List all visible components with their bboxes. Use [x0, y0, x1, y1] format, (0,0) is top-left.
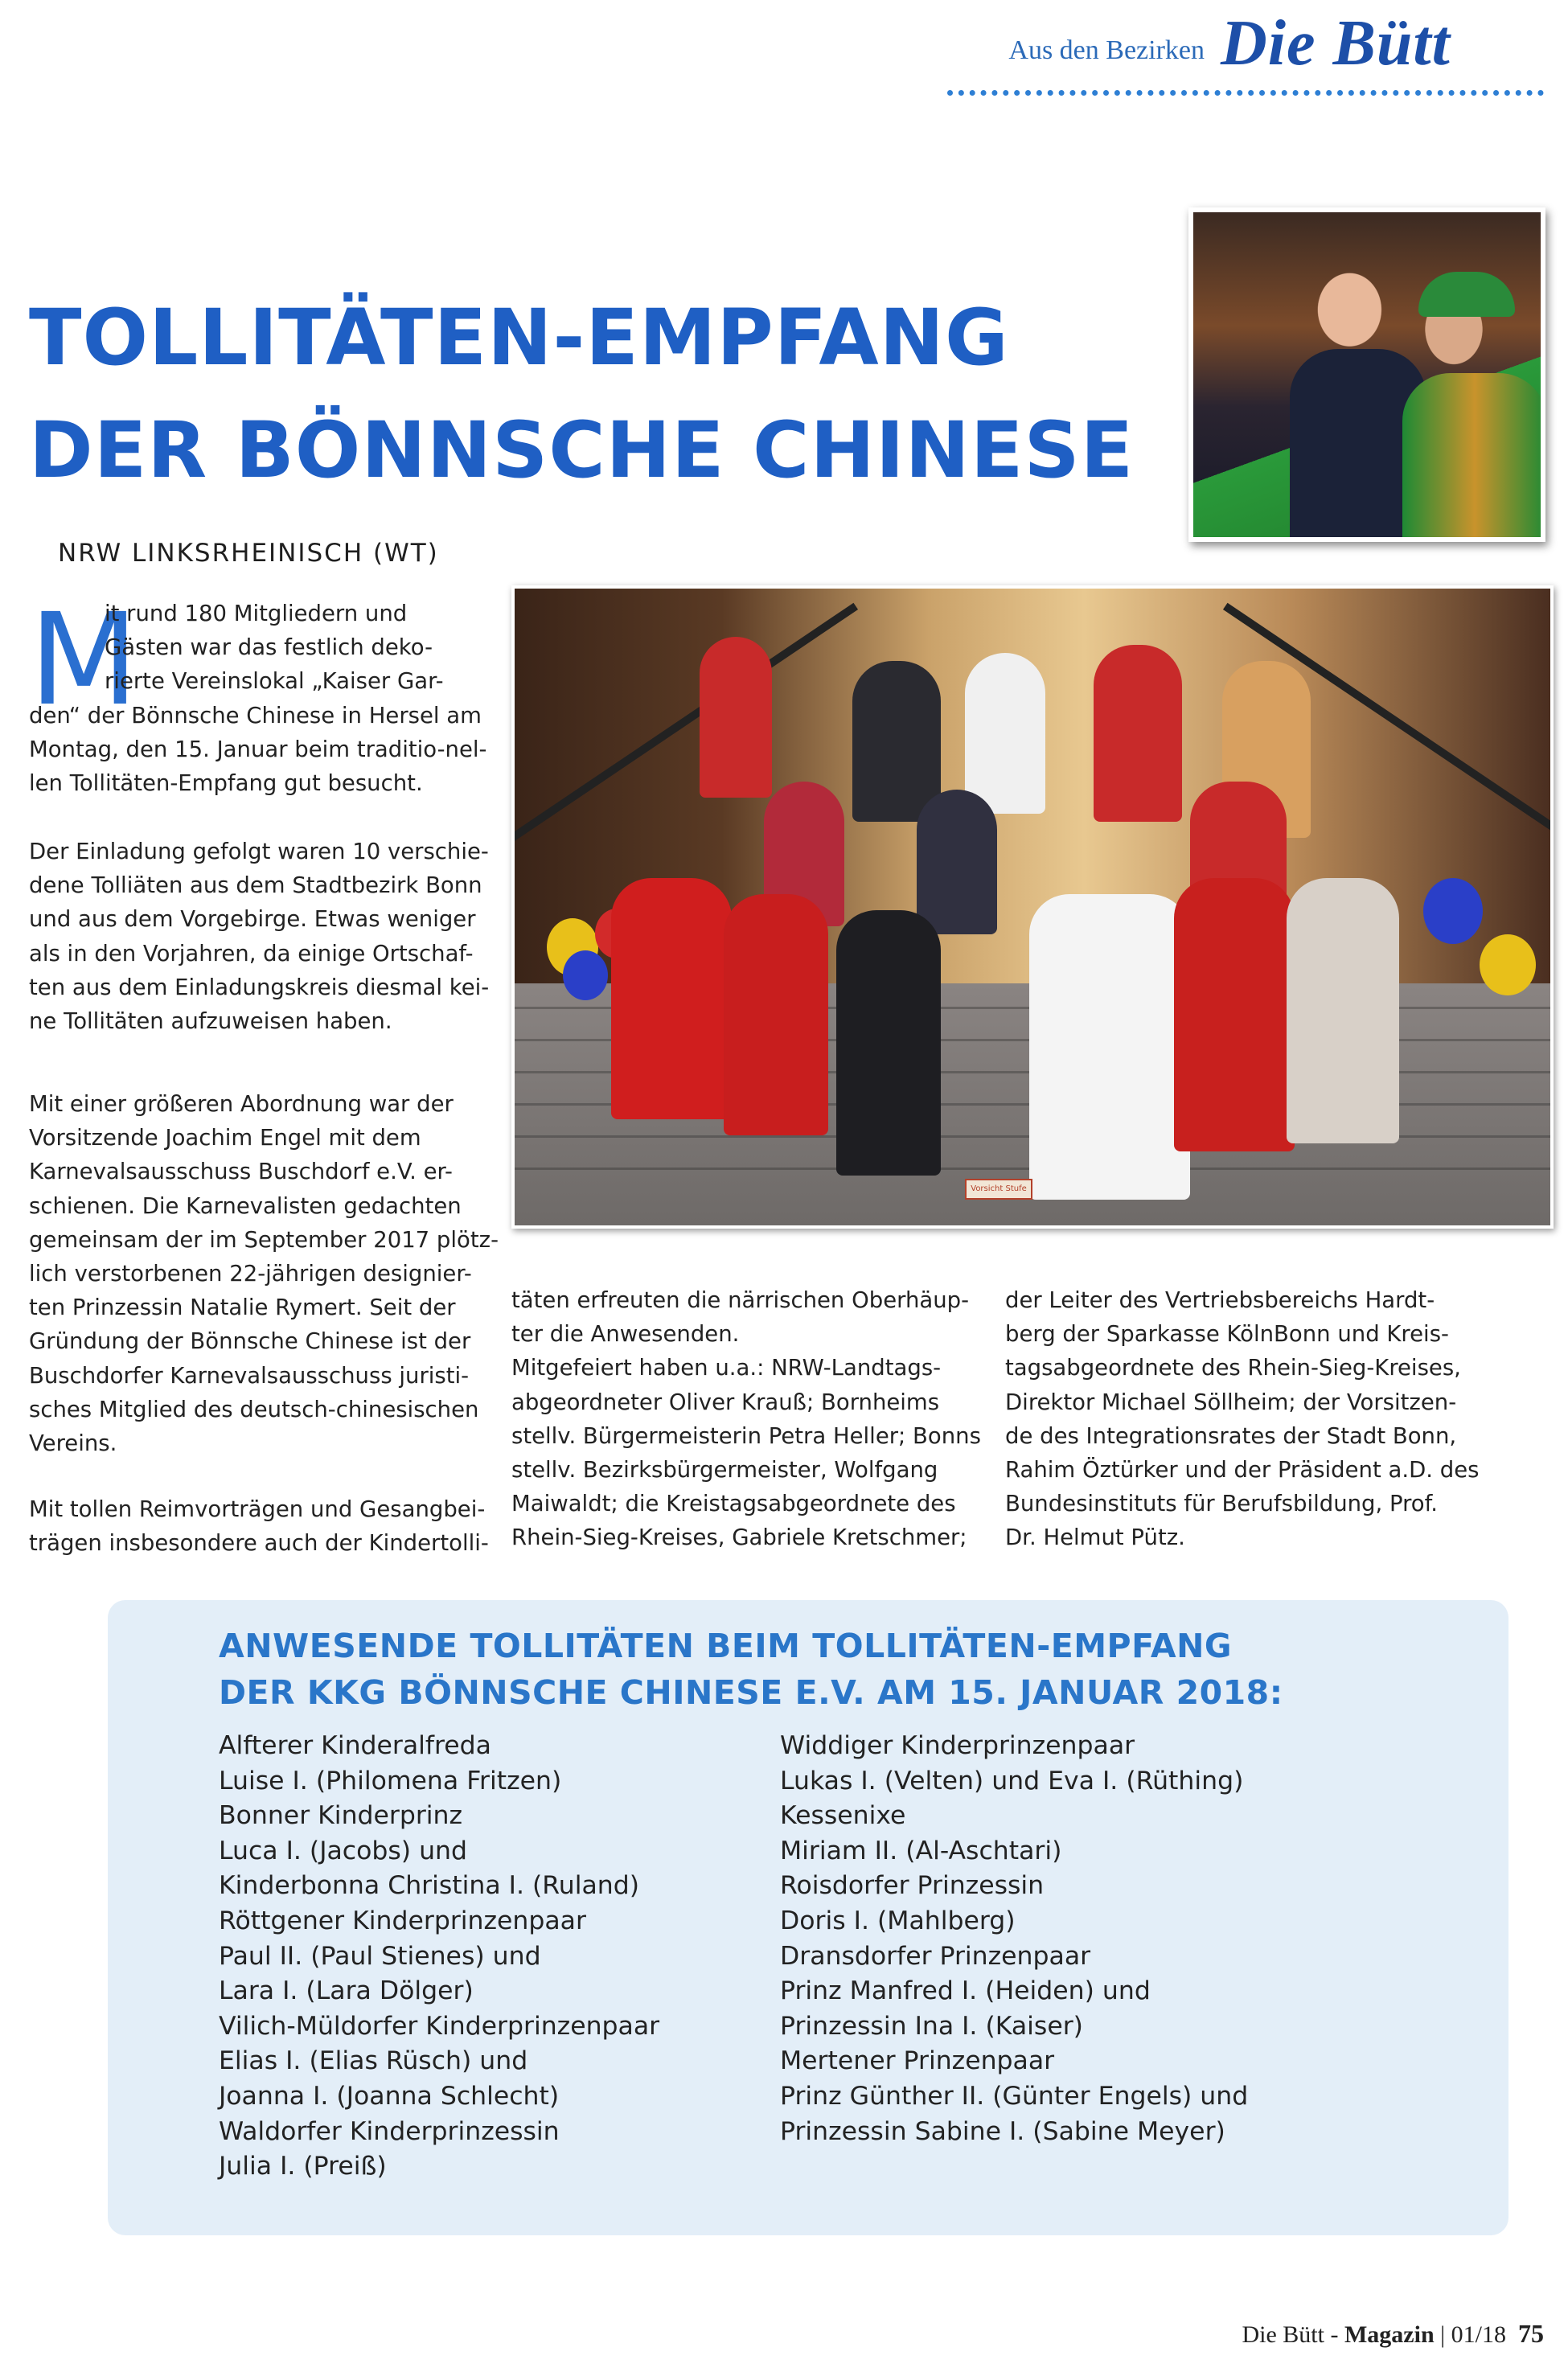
- text-line: stellv. Bezirksbürgermeister, Wolfgang: [511, 1457, 938, 1484]
- list-item: Prinz Günther II. (Günter Engels) und: [780, 2081, 1249, 2111]
- photo-person: [965, 653, 1045, 814]
- text-line: it rund 180 Mitgliedern und: [105, 601, 408, 626]
- photo-person: [611, 878, 732, 1119]
- list-item: Mertener Prinzenpaar: [780, 2046, 1055, 2076]
- text-line: ne Tollitäten aufzuweisen haben.: [29, 1008, 392, 1035]
- text-line: dene Tolliäten aus dem Stadtbezirk Bonn: [29, 872, 482, 899]
- col1-paragraph-4: [29, 1492, 487, 1560]
- list-item: Prinzessin Sabine I. (Sabine Meyer): [780, 2116, 1225, 2146]
- text-line: Der Einladung gefolgt waren 10 verschie-: [29, 839, 489, 864]
- page-footer: [1166, 2319, 1544, 2349]
- list-item: Joanna I. (Joanna Schlecht): [219, 2081, 560, 2111]
- photo-warning-sign: Vorsicht Stufe: [965, 1179, 1032, 1200]
- text-line: Maiwaldt; die Kreistagsabgeordnete des: [511, 1491, 956, 1517]
- magazine-logo: Die Bütt: [1221, 8, 1451, 79]
- text-line: Gründung der Bönnsche Chinese ist der: [29, 1328, 471, 1355]
- text-line: lich verstorbenen 22-jährigen designier-: [29, 1261, 472, 1287]
- photo-balloon-yellow: [1480, 934, 1536, 995]
- article-title: [29, 281, 1195, 507]
- list-item: Lukas I. (Velten) und Eva I. (Rüthing): [780, 1766, 1244, 1795]
- column-3: [1005, 1283, 1528, 1555]
- text-line: ter die Anwesenden.: [511, 1321, 740, 1348]
- text-line: Dr. Helmut Pütz.: [1005, 1525, 1185, 1551]
- text-line: sches Mitglied des deutsch-chinesischen: [29, 1396, 479, 1422]
- list-item: Paul II. (Paul Stienes) und: [219, 1941, 541, 1971]
- text-line: berg der Sparkasse KölnBonn und Kreis-: [1005, 1321, 1449, 1348]
- text-line: rierte Vereinslokal „Kaiser Gar-: [105, 668, 444, 695]
- text-line: schienen. Die Karnevalisten gedachten: [29, 1192, 462, 1219]
- text-line: Mit einer größeren Abordnung war der: [29, 1091, 454, 1117]
- photo-balloon-blue: [563, 950, 608, 1000]
- page-number: 75: [1518, 2319, 1544, 2348]
- attendees-title-line-2: DER KKG BÖNNSCHE CHINESE E.V. AM 15. JANUAR 2018:: [219, 1673, 1283, 1712]
- text-line: Rahim Öztürker und der Präsident a.D. des: [1005, 1457, 1480, 1484]
- photo-balloon-blue: [1423, 878, 1483, 944]
- attendees-list-right: [780, 1729, 1248, 2149]
- list-item: Widdiger Kinderprinzenpaar: [780, 1731, 1135, 1760]
- text-line: Bundesinstituts für Berufsbildung, Prof.: [1005, 1491, 1439, 1517]
- photo-person: [1094, 645, 1182, 822]
- footer-brand: Die Bütt -: [1242, 2321, 1344, 2348]
- text-line: Montag, den 15. Januar beim traditio-nel-: [29, 736, 487, 762]
- footer-separator: |: [1440, 2321, 1446, 2348]
- text-line: Vorsitzende Joachim Engel mit dem: [29, 1125, 421, 1151]
- column-2: [511, 1283, 1010, 1555]
- list-item: Prinzessin Ina I. (Kaiser): [780, 2011, 1083, 2041]
- text-line: stellv. Bürgermeisterin Petra Heller; Bonns: [511, 1422, 981, 1449]
- text-line: Direktor Michael Söllheim; der Vorsitzen-: [1005, 1389, 1457, 1415]
- footer-magazine: Magazin: [1344, 2321, 1435, 2348]
- photo-person: [1174, 878, 1295, 1151]
- text-line: als in den Vorjahren, da einige Ortschaf-: [29, 940, 474, 966]
- list-item: Roisdorfer Prinzessin: [780, 1871, 1045, 1901]
- text-line: und aus dem Vorgebirge. Etwas weniger: [29, 906, 476, 933]
- text-line: den“ der Bönnsche Chinese in Hersel am: [29, 702, 482, 728]
- text-line: Karnevalsausschuss Buschdorf e.V. er-: [29, 1159, 453, 1185]
- list-item: Luise I. (Philomena Fritzen): [219, 1766, 562, 1795]
- list-item: Elias I. (Elias Rüsch) und: [219, 2046, 528, 2076]
- text-line: Mitgefeiert haben u.a.: NRW-Landtags-: [511, 1355, 942, 1381]
- photo-person: [700, 637, 772, 798]
- photo-person: [1029, 894, 1190, 1200]
- text-line: gemeinsam der im September 2017 plötz-: [29, 1226, 499, 1253]
- list-item: Doris I. (Mahlberg): [780, 1906, 1016, 1935]
- list-item: Kinderbonna Christina I. (Ruland): [219, 1871, 640, 1901]
- list-item: Prinz Manfred I. (Heiden) und: [780, 1976, 1151, 2006]
- attendees-title: [219, 1623, 1473, 1716]
- article-byline: NRW LINKSRHEINISCH (WT): [58, 539, 439, 568]
- list-item: Julia I. (Preiß): [219, 2152, 387, 2181]
- footer-issue: 01/18: [1451, 2321, 1506, 2348]
- list-item: Dransdorfer Prinzenpaar: [780, 1941, 1091, 1971]
- header-divider: [947, 90, 1544, 96]
- section-label: Aus den Bezirken: [1008, 35, 1205, 65]
- text-line: ten Prinzessin Natalie Rymert. Seit der: [29, 1295, 456, 1321]
- photo-person: [1287, 878, 1399, 1143]
- photo-speakers: [1188, 207, 1545, 542]
- text-line: Buschdorfer Karnevalsausschuss juristi-: [29, 1362, 470, 1389]
- text-line: de des Integrationsrates der Stadt Bonn,: [1005, 1422, 1457, 1449]
- text-line: Vereins.: [29, 1430, 117, 1457]
- drop-cap: M: [29, 586, 139, 734]
- list-item: Miriam II. (Al-Aschtari): [780, 1836, 1062, 1865]
- attendees-list-left: [219, 1729, 659, 2185]
- text-line: abgeordneter Oliver Krauß; Bornheims: [511, 1389, 940, 1415]
- list-item: Waldorfer Kinderprinzessin: [219, 2116, 560, 2146]
- photo-figure-man: [1402, 373, 1545, 542]
- photo-person: [724, 894, 828, 1135]
- col1-paragraph-2: [29, 835, 490, 1038]
- list-item: Röttgener Kinderprinzenpaar: [219, 1906, 586, 1935]
- photo-person: [917, 790, 997, 934]
- text-line: der Leiter des Vertriebsbereichs Hardt-: [1005, 1287, 1435, 1313]
- text-line: ten aus dem Einladungskreis diesmal kei-: [29, 974, 490, 1000]
- col1-paragraph-3: [29, 1087, 499, 1460]
- col1-paragraph-1: [105, 597, 482, 699]
- list-item: Luca I. (Jacobs) und: [219, 1836, 468, 1865]
- text-line: Rhein-Sieg-Kreises, Gabriele Kretschmer;: [511, 1525, 967, 1551]
- photo-person: [852, 661, 941, 822]
- list-item: Alfterer Kinderalfreda: [219, 1731, 491, 1760]
- list-item: Kessenixe: [780, 1801, 906, 1831]
- text-line: täten erfreuten die närrischen Oberhäup-: [511, 1287, 970, 1313]
- photo-hat: [1418, 272, 1515, 317]
- text-line: trägen insbesondere auch der Kindertolli-: [29, 1530, 489, 1557]
- list-item: Lara I. (Lara Dölger): [219, 1976, 474, 2006]
- list-item: Bonner Kinderprinz: [219, 1801, 463, 1831]
- text-line: tagsabgeordnete des Rhein-Sieg-Kreises,: [1005, 1355, 1461, 1381]
- text-line: Mit tollen Reimvorträgen und Gesangbei-: [29, 1496, 486, 1522]
- attendees-title-line-1: ANWESENDE TOLLITÄTEN BEIM TOLLITÄTEN-EMPFANG: [219, 1627, 1233, 1665]
- photo-person: [836, 910, 941, 1176]
- col1-paragraph-1-cont: [29, 699, 487, 801]
- list-item: Vilich-Müldorfer Kinderprinzenpaar: [219, 2011, 660, 2041]
- title-line-1: TOLLITÄTEN-EMPFANG: [29, 293, 1009, 383]
- text-line: Gästen war das festlich deko-: [105, 634, 433, 661]
- text-line: len Tollitäten-Empfang gut besucht.: [29, 770, 423, 796]
- title-line-2: DER BÖNNSCHE CHINESE: [29, 405, 1135, 495]
- photo-group-stairs: [511, 585, 1554, 1229]
